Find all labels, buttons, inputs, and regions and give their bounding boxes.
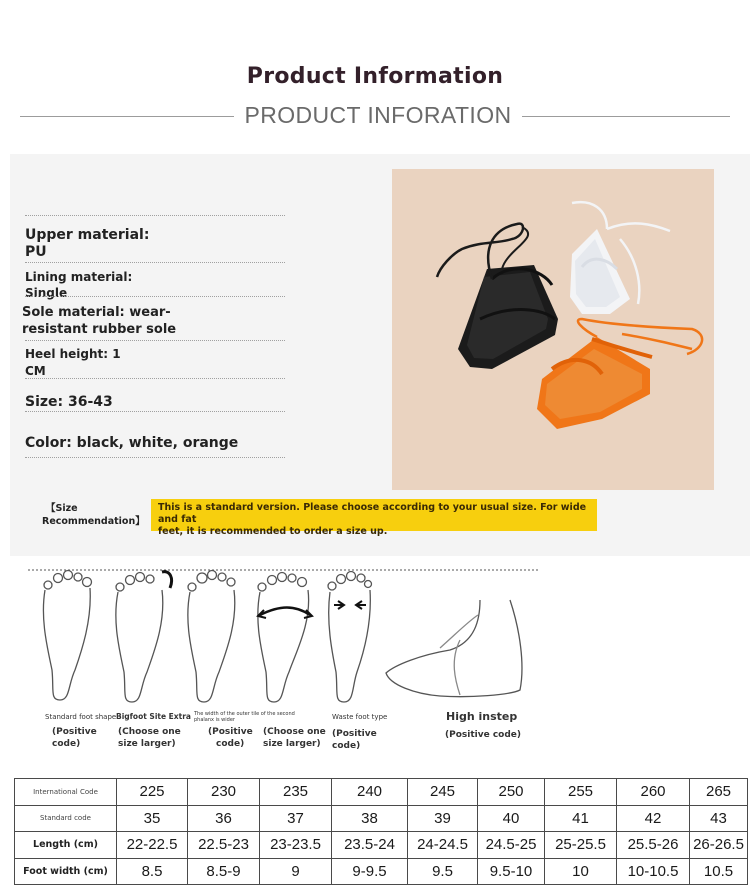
size-recommendation-label: [42, 502, 145, 528]
foot-note-1-line1: (Positive: [52, 727, 97, 737]
foot-note-1: [52, 726, 97, 750]
table-cell: 25.5-26: [617, 832, 690, 859]
table-row: [15, 805, 748, 832]
spec-lining-label: Lining material:: [25, 270, 133, 284]
spec-divider: [25, 457, 285, 458]
spec-upper-value: PU: [25, 244, 47, 260]
table-cell: 9: [260, 858, 332, 885]
size-table: [14, 778, 748, 885]
spec-heel-label: Heel height: 1: [25, 347, 121, 361]
spec-size: Size: 36-43: [25, 394, 113, 410]
foot-wide: [258, 573, 312, 703]
table-cell: 35: [117, 805, 188, 832]
foot-note-6: [445, 729, 521, 741]
foot-note-3-line2: code): [216, 739, 245, 749]
table-row-label: Length (cm): [15, 832, 117, 859]
table-cell: 225: [117, 779, 188, 806]
spec-sole-label: Sole material: wear-: [22, 305, 171, 320]
table-cell: 245: [408, 779, 478, 806]
table-row-label: International Code: [15, 779, 117, 806]
spec-upper-label: Upper material:: [25, 227, 150, 243]
foot-caption-1: Standard foot shape: [45, 713, 117, 721]
spec-sole-value: resistant rubber sole: [22, 322, 177, 337]
spec-divider: [25, 411, 285, 412]
table-cell: 25-25.5: [545, 832, 617, 859]
table-cell: 42: [617, 805, 690, 832]
page-subtitle: PRODUCT INFORATION: [244, 102, 512, 128]
size-notice-line1: This is a standard version. Please choose according to your usual size. For wide and fat: [158, 502, 587, 525]
foot-caption-6: High instep: [446, 710, 518, 723]
spec-divider: [25, 262, 285, 263]
size-recommendation-label-line1: 【Size: [46, 503, 78, 514]
size-notice-banner: [151, 499, 597, 537]
table-cell: 8.5: [117, 858, 188, 885]
foot-note-2-line1: (Choose one: [118, 727, 181, 737]
subtitle-row: [20, 102, 730, 136]
table-cell: 24-24.5: [408, 832, 478, 859]
white-sandal: [570, 202, 670, 314]
foot-note-4-line2: size larger): [263, 739, 321, 749]
table-cell: 22-22.5: [117, 832, 188, 859]
foot-narrow: [328, 572, 372, 703]
table-cell: 265: [690, 779, 748, 806]
table-cell: 43: [690, 805, 748, 832]
orange-sandal: [537, 319, 702, 429]
table-row: [15, 858, 748, 885]
table-cell: 23.5-24: [332, 832, 408, 859]
sandals-illustration: [392, 169, 714, 490]
foot-note-4: [263, 726, 326, 750]
table-row: [15, 832, 748, 859]
foot-type-diagram: [20, 560, 560, 760]
black-sandal: [437, 224, 558, 369]
table-cell: 22.5-23: [188, 832, 260, 859]
foot-note-4-line1: (Choose one: [263, 727, 326, 737]
foot-note-5-line1: (Positive: [332, 729, 377, 739]
spec-divider: [25, 296, 285, 297]
spec-divider: [25, 215, 285, 216]
table-cell: 10-10.5: [617, 858, 690, 885]
table-cell: 240: [332, 779, 408, 806]
size-notice-line2: feet, it is recommended to order a size up.: [158, 526, 388, 537]
table-cell: 230: [188, 779, 260, 806]
foot-caption-5: Waste foot type: [332, 713, 388, 721]
table-cell: 10.5: [690, 858, 748, 885]
foot-note-3-line1: (Positive: [208, 727, 253, 737]
foot-note-2-line2: size larger): [118, 739, 176, 749]
table-cell: 8.5-9: [188, 858, 260, 885]
table-cell: 250: [478, 779, 545, 806]
divider-left: [20, 116, 234, 117]
size-recommendation-label-line2: Recommendation】: [42, 516, 145, 527]
foot-bigfoot: [116, 572, 172, 702]
foot-note-1-line2: code): [52, 739, 81, 749]
table-cell: 255: [545, 779, 617, 806]
table-cell: 26-26.5: [690, 832, 748, 859]
table-cell: 36: [188, 805, 260, 832]
foot-caption-2: Bigfoot Site Extra: [116, 712, 191, 721]
spec-divider: [25, 340, 285, 341]
foot-note-3: [208, 726, 253, 750]
table-cell: 10: [545, 858, 617, 885]
spec-color: Color: black, white, orange: [25, 435, 239, 451]
table-cell: 24.5-25: [478, 832, 545, 859]
table-row-label: Foot width (cm): [15, 858, 117, 885]
foot-standard: [43, 571, 91, 701]
foot-note-2: [118, 726, 181, 750]
table-cell: 40: [478, 805, 545, 832]
table-cell: 260: [617, 779, 690, 806]
divider-right: [522, 116, 730, 117]
table-cell: 9-9.5: [332, 858, 408, 885]
foot-note-5-line2: code): [332, 741, 361, 751]
spec-heel-value: CM: [25, 364, 46, 378]
table-cell: 37: [260, 805, 332, 832]
product-photo: [392, 169, 714, 490]
table-cell: 41: [545, 805, 617, 832]
foot-note-5: [332, 728, 377, 752]
foot-wide-second: [188, 571, 235, 703]
spec-divider: [25, 378, 285, 379]
table-row-label: Standard code: [15, 805, 117, 832]
table-cell: 9.5-10: [478, 858, 545, 885]
page-title: Product Information: [246, 64, 504, 89]
table-cell: 38: [332, 805, 408, 832]
table-cell: 9.5: [408, 858, 478, 885]
table-row: [15, 779, 748, 806]
foot-note-6-line1: (Positive code): [445, 730, 522, 740]
spec-lining-value: Single: [25, 286, 68, 300]
foot-caption-3: The width of the outer tile of the second phalanx is wider: [194, 711, 295, 723]
table-cell: 39: [408, 805, 478, 832]
table-cell: 235: [260, 779, 332, 806]
foot-high-instep: [386, 600, 522, 697]
table-cell: 23-23.5: [260, 832, 332, 859]
